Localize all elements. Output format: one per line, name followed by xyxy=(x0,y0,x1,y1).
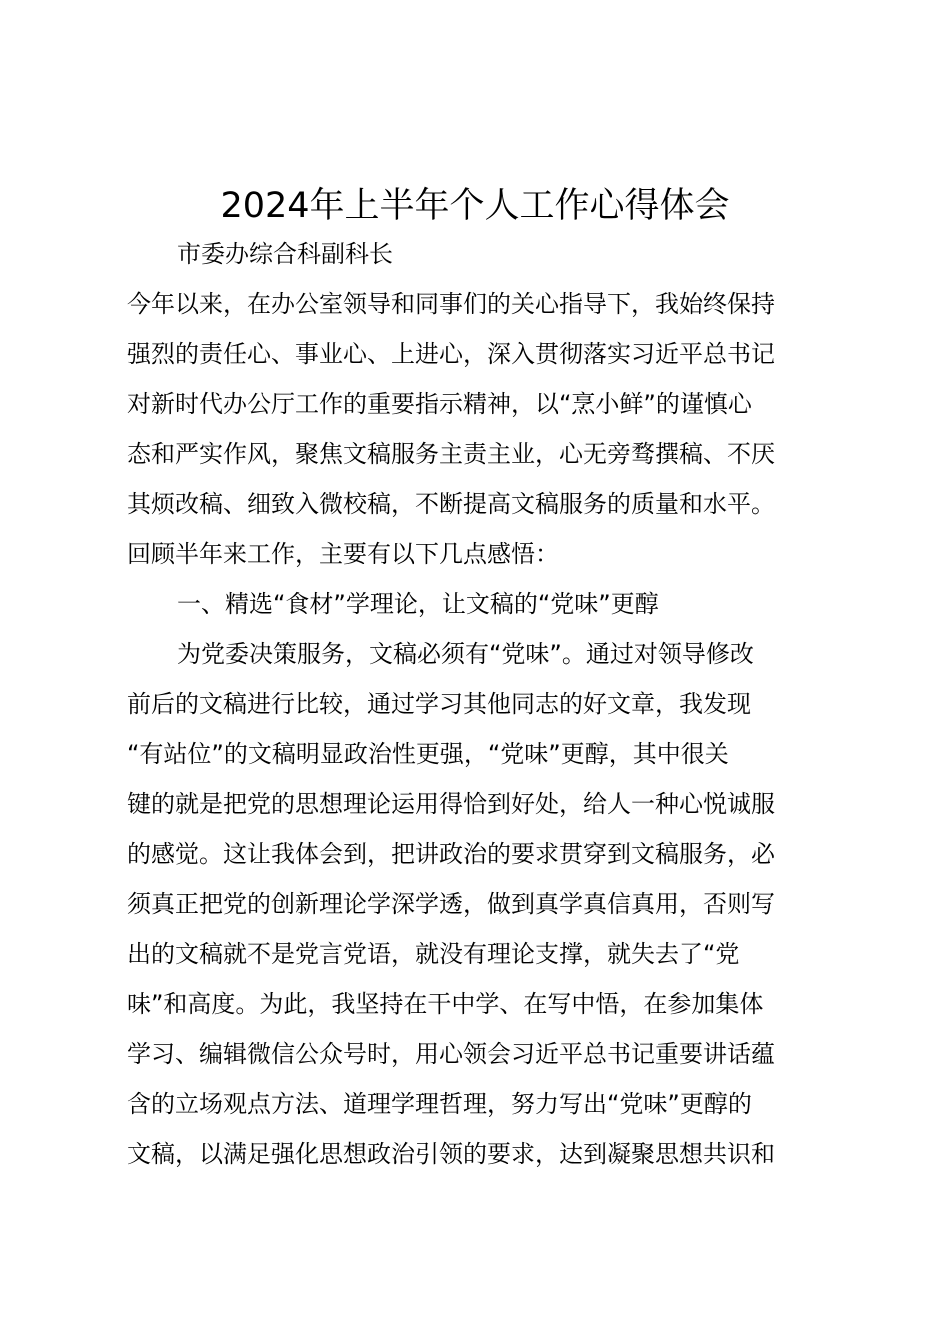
paragraph-line: 味”和高度。为此，我坚持在干中学、在写中悟，在参加集体 xyxy=(127,990,764,1018)
paragraph-line: 其烦改稿、细致入微校稿，不断提高文稿服务的质量和水平。 xyxy=(127,490,775,518)
paragraph-line: 的感觉。这让我体会到，把讲政治的要求贯穿到文稿服务，必 xyxy=(127,840,775,868)
paragraph-line: 前后的文稿进行比较，通过学习其他同志的好文章，我发现 xyxy=(127,690,751,718)
document-title: 2024年上半年个人工作心得体会 xyxy=(220,186,730,226)
paragraph-line: 出的文稿就不是党言党语，就没有理论支撑，就失去了“党 xyxy=(127,940,740,968)
paragraph-line: 键的就是把党的思想理论运用得恰到好处，给人一种心悦诚服 xyxy=(127,790,775,818)
author-line: 市委办综合科副科长 xyxy=(177,240,393,268)
paragraph-line: 学习、编辑微信公众号时，用心领会习近平总书记重要讲话蕴 xyxy=(127,1040,775,1068)
paragraph-line: 为党委决策服务，文稿必须有“党味”。通过对领导修改 xyxy=(177,640,754,668)
paragraph-line: “有站位”的文稿明显政治性更强，“党味”更醇，其中很关 xyxy=(127,740,729,768)
section-heading: 一、精选“食材”学理论，让文稿的“党味”更醇 xyxy=(177,590,659,618)
paragraph-line: 回顾半年来工作，主要有以下几点感悟： xyxy=(127,540,559,568)
paragraph-line: 文稿，以满足强化思想政治引领的要求，达到凝聚思想共识和 xyxy=(127,1140,775,1168)
paragraph-line: 须真正把党的创新理论学深学透，做到真学真信真用，否则写 xyxy=(127,890,775,918)
paragraph-line: 今年以来，在办公室领导和同事们的关心指导下，我始终保持 xyxy=(127,290,775,318)
paragraph-line: 含的立场观点方法、道理学理哲理，努力写出“党味”更醇的 xyxy=(127,1090,752,1118)
paragraph-line: 对新时代办公厅工作的重要指示精神，以“烹小鲜”的谨慎心 xyxy=(127,390,752,418)
paragraph-line: 态和严实作风，聚焦文稿服务主责主业，心无旁骛撰稿、不厌 xyxy=(127,440,775,468)
paragraph-line: 强烈的责任心、事业心、上进心，深入贯彻落实习近平总书记 xyxy=(127,340,775,368)
